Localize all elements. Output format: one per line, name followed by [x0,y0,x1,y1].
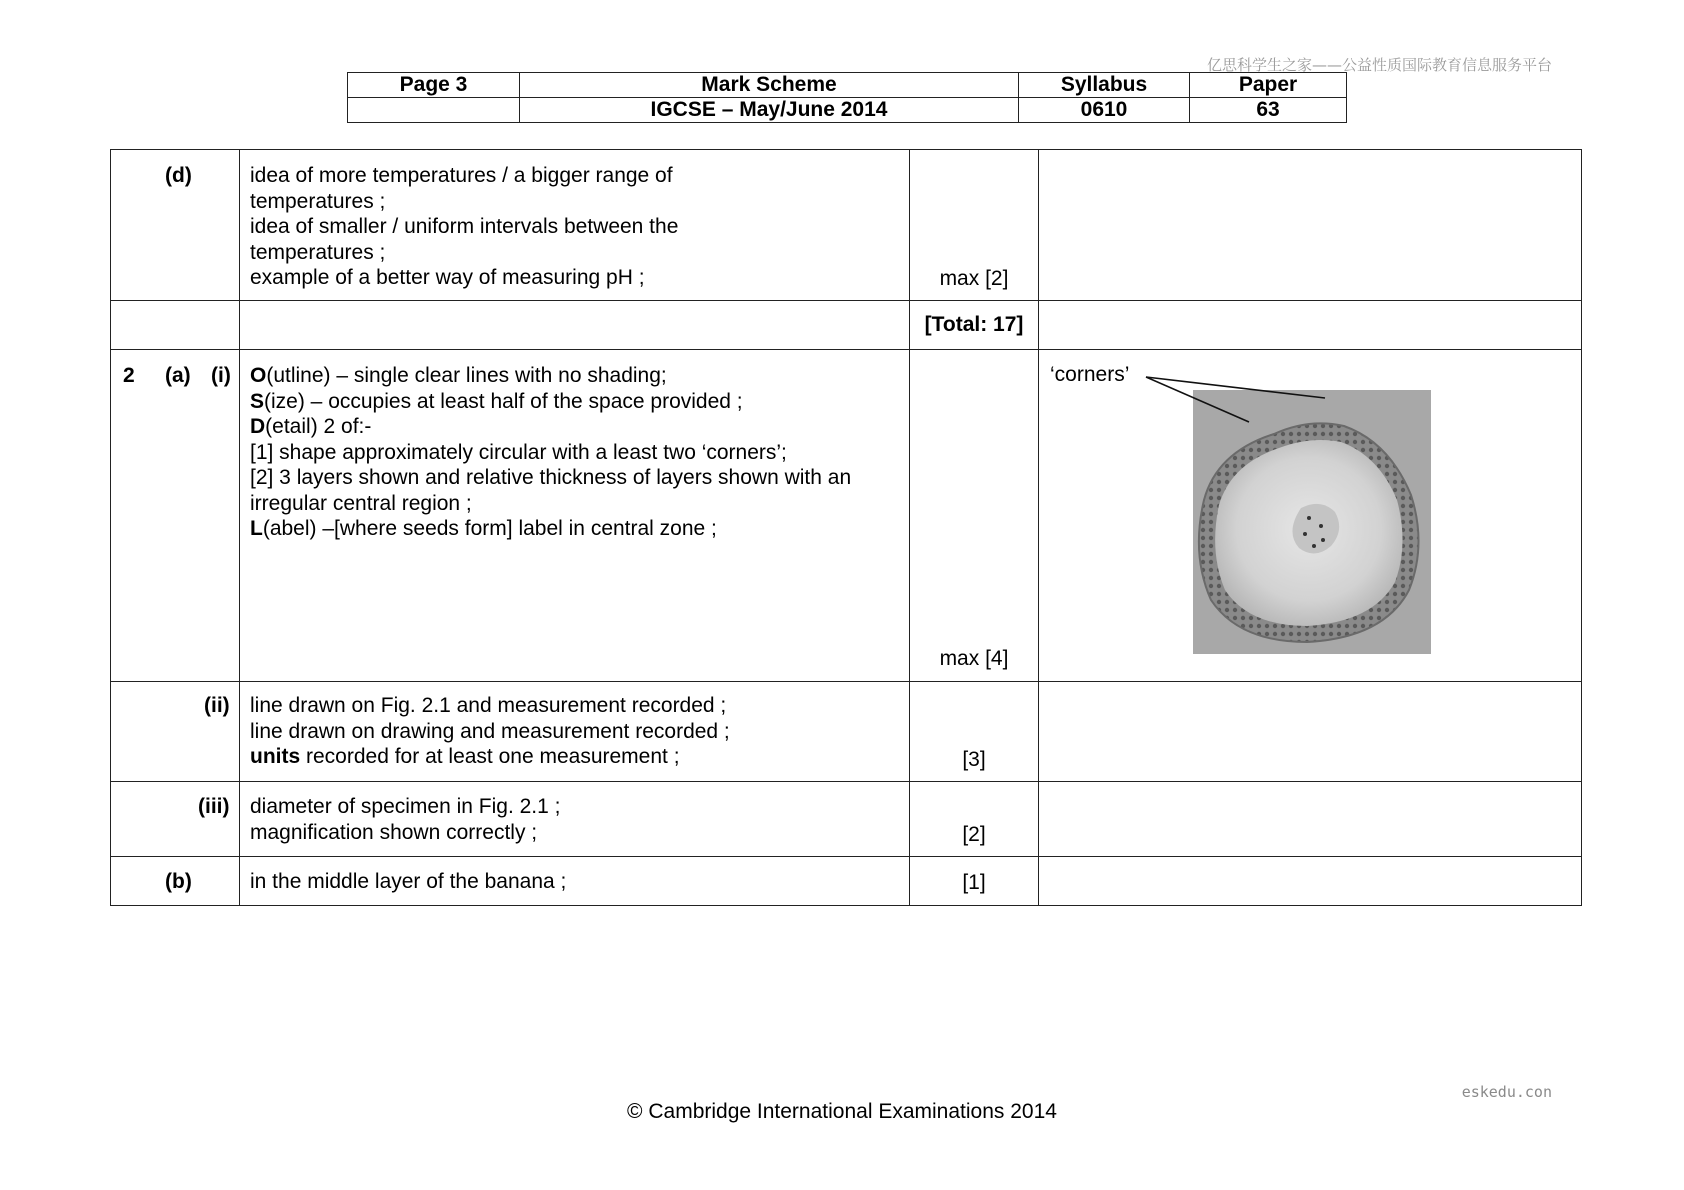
sub-iii: (iii) [198,795,230,818]
seed-dot [1321,538,1325,542]
label-d: (d) [165,164,192,187]
notes-cell-total [1039,301,1582,350]
question-cell-total [111,301,240,350]
answer-line: diameter of specimen in Fig. 2.1 ; [250,795,561,818]
notes-cell-2b [1039,857,1582,906]
question-cell-2aii [111,682,240,782]
header-syllabus: 0610 [1019,98,1190,123]
question-cell-2b [111,857,240,906]
sub-ii: (ii) [204,694,230,717]
part-b: (b) [165,870,192,893]
answer-line: [1] shape approximately circular with a least two ‘corners’; [250,440,787,464]
seed-dot [1312,544,1316,548]
notes-cell-2aiii [1039,782,1582,857]
header-table [347,72,1347,123]
part-a: (a) [165,364,191,387]
notes-cell-2aii [1039,682,1582,782]
table-row-d [111,150,1582,301]
header-page: Page 3 [348,73,520,98]
sub-i: (i) [211,364,231,387]
mark-2b: [1] [962,870,986,894]
mark-2aii: [3] [962,747,986,771]
corners-label: ‘corners’ [1050,363,1130,386]
answer-line: [2] 3 layers shown and relative thickness of layers shown with an [250,466,852,489]
answer-line: line drawn on drawing and measurement recorded ; [250,719,730,743]
mark-cell-d [910,150,1039,301]
answer-line-label: L(abel) –[where seeds form] label in central zone ; [250,517,717,540]
table-row-2b [111,857,1582,906]
mark-2aiii: [2] [962,822,986,846]
answer-line-units: units recorded for at least one measurement ; [250,745,680,768]
answer-cell-d [240,150,910,301]
answer-line: example of a better way of measuring pH ; [250,266,645,289]
question-cell-2aiii [111,782,240,857]
table-row-2aii [111,682,1582,782]
watermark-top: 亿思科学生之家——公益性质国际教育信息服务平台 [1206,56,1552,74]
watermark-bottom: eskedu.con [1461,1083,1552,1101]
answer-cell-2b [240,857,910,906]
answer-line: idea of more temperatures / a bigger range of [250,164,673,187]
mark-scheme-table [110,149,1582,906]
mark-cell-2aiii [910,782,1039,857]
answer-line: temperatures ; [250,240,386,264]
header-paper: 63 [1190,98,1347,123]
answer-line: temperatures ; [250,189,386,213]
table-row-2aiii [111,782,1582,857]
table-row-2ai [111,350,1582,682]
mark-cell-2b [910,857,1039,906]
answer-line-detail: D(etail) 2 of:- [250,415,372,438]
answer-cell-2aiii [240,782,910,857]
header-blank [348,98,520,123]
question-cell-2ai [111,350,240,682]
header-syllabus-label: Syllabus [1019,73,1190,98]
header-exam: IGCSE – May/June 2014 [520,98,1019,123]
question-cell-d [111,150,240,301]
seed-dot [1319,524,1323,528]
mark-2ai: max [4] [939,646,1009,670]
mark-d: max [2] [939,266,1009,290]
banana-section-image [1039,350,1582,681]
answer-line-outline: O(utline) – single clear lines with no shading; [250,364,667,387]
mark-cell-2ai [910,350,1039,682]
answer-cell-total [240,301,910,350]
question-number-2: 2 [123,364,135,387]
answer-line: magnification shown correctly ; [250,820,538,844]
answer-line: idea of smaller / uniform intervals between the [250,215,679,238]
answer-cell-2aii [240,682,910,782]
seed-dot [1307,516,1311,520]
seed-dot [1303,532,1307,536]
header-paper-label: Paper [1190,73,1347,98]
answer-line: irregular central region ; [250,491,472,515]
answer-cell-2ai [240,350,910,682]
mark-total: [Total: 17] [910,301,1039,350]
answer-line-size: S(ize) – occupies at least half of the space provided ; [250,389,743,413]
header-title: Mark Scheme [520,73,1019,98]
table-row-total [111,301,1582,350]
footer-copyright: © Cambridge International Examinations 2014 [627,1100,1057,1123]
notes-cell-d [1039,150,1582,301]
answer-line: line drawn on Fig. 2.1 and measurement recorded ; [250,694,727,717]
mark-cell-2aii [910,682,1039,782]
answer-line: in the middle layer of the banana ; [250,870,567,893]
notes-cell-2ai [1039,350,1582,682]
